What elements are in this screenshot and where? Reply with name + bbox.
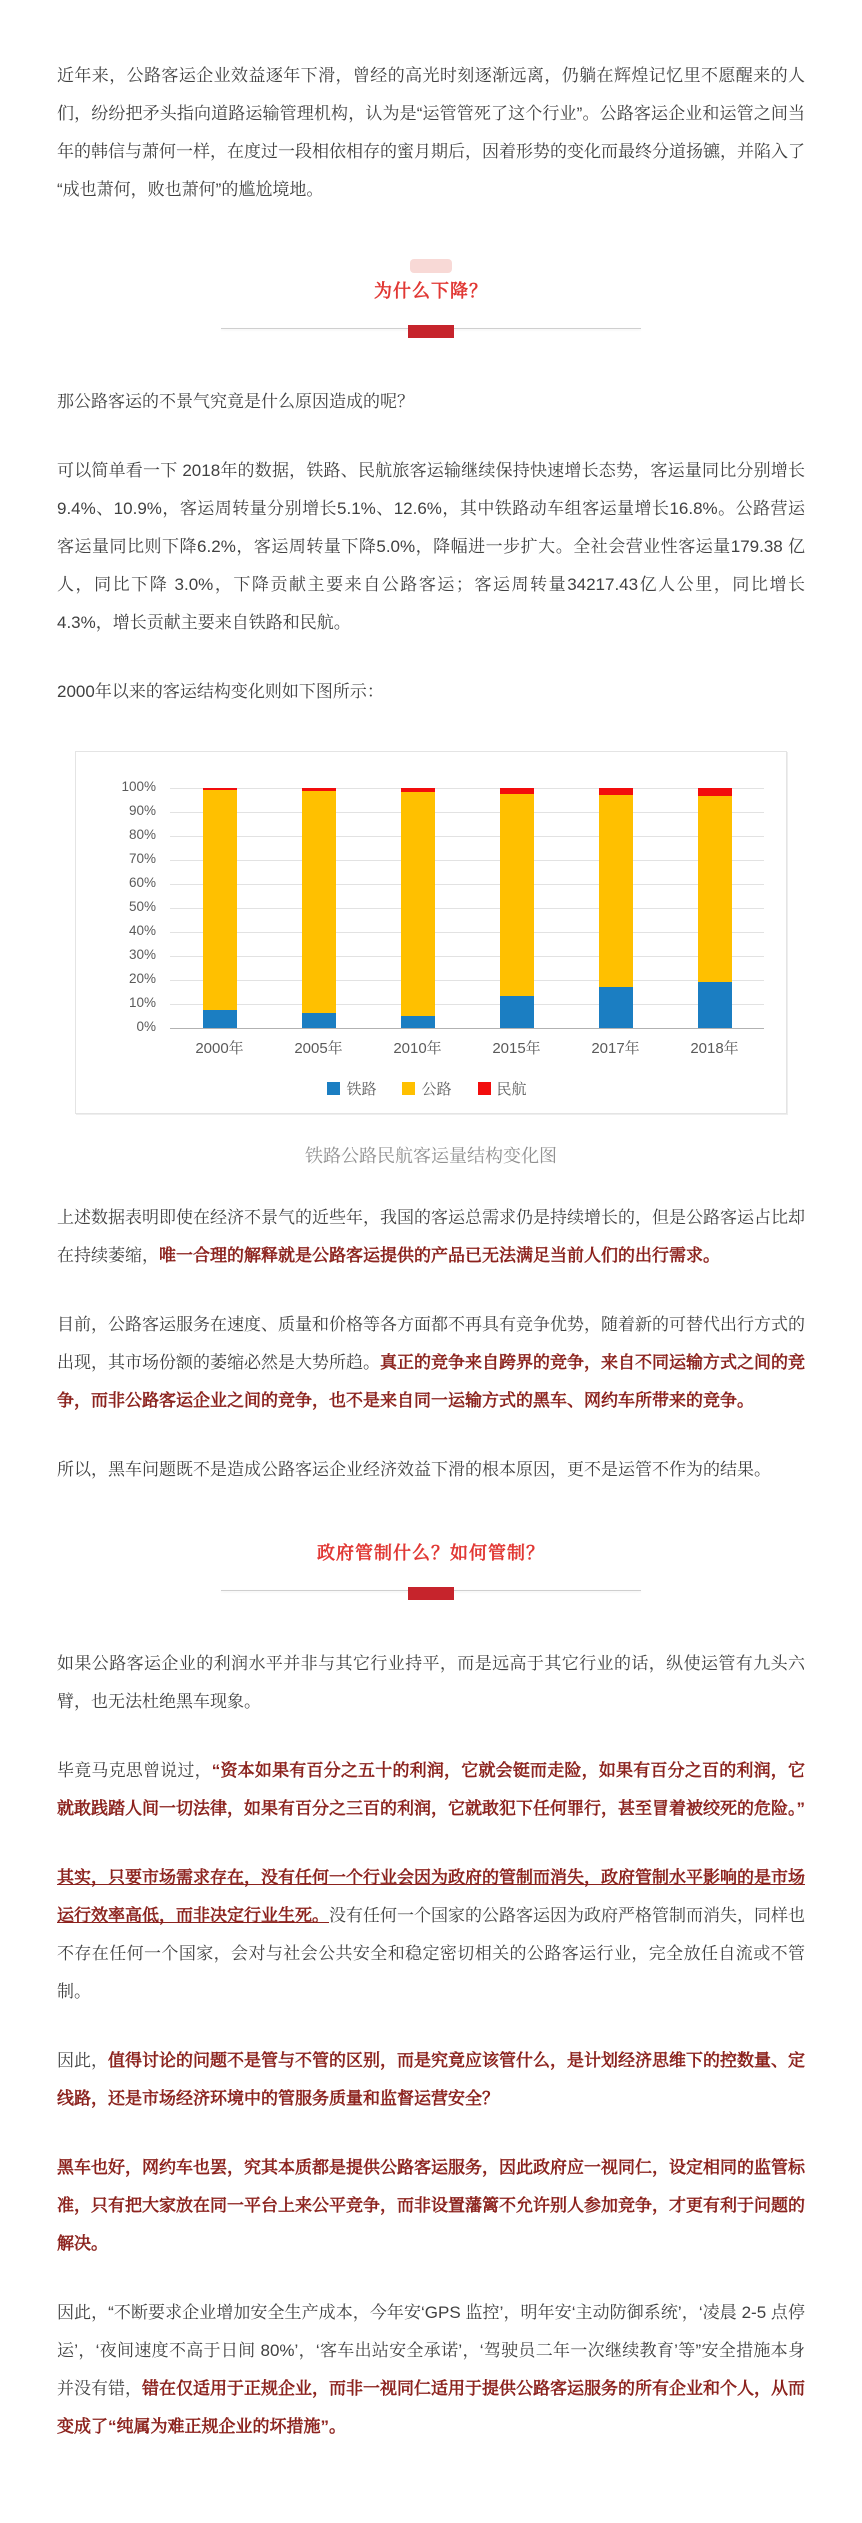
section-divider-box: [408, 1587, 454, 1600]
y-axis-label: 50%: [128, 899, 156, 914]
x-axis-label: 2015年: [492, 1040, 541, 1057]
y-axis-label: 60%: [128, 875, 156, 890]
legend-swatch-highway: [402, 1082, 415, 1095]
x-axis-label: 2018年: [690, 1040, 739, 1057]
bar-group: [566, 788, 665, 1028]
article-body: [0, 57, 862, 2446]
section-divider: [221, 325, 641, 339]
bar-group: [368, 788, 467, 1028]
text-run: 唯一合理的解释就是公路客运提供的产品已无法满足当前人们的出行需求。: [159, 1246, 720, 1265]
bar-segment-railway: [599, 987, 633, 1028]
chart-caption: 铁路公路民航客运量结构变化图: [305, 1146, 557, 1166]
paragraph: [57, 1859, 805, 2011]
bar-stack: [302, 788, 336, 1028]
text-run: 其实，只要市场需求存在，没有任何一个行业会因为政府的管制而消失，政府管制水平影响的是市场运行效率高低，而非决定行业生死。: [57, 1868, 805, 1925]
y-axis-label: 70%: [128, 851, 156, 866]
section-heading: [57, 259, 805, 339]
paragraph: [57, 383, 805, 421]
bar-segment-railway: [698, 982, 732, 1028]
bar-segment-civil-aviation: [698, 788, 732, 796]
bar-segment-highway: [599, 795, 633, 987]
bar-segment-railway: [302, 1013, 336, 1028]
y-axis-label: 100%: [121, 779, 156, 794]
chart-legend: [90, 1078, 764, 1099]
y-axis-label: 20%: [128, 971, 156, 986]
text-run: 没有任何一个国家的公路客运因为政府严格管制而消失，同样也不存在任何一个国家，会对与社会公共安全和稳定密切相关的公路客运行业，完全放任自流或不管制。: [57, 1906, 805, 2001]
text-run: 那公路客运的不景气究竟是什么原因造成的呢？: [57, 392, 414, 411]
text-run: 如果公路客运企业的利润水平并非与其它行业持平，而是远高于其它行业的话，纵使运管有九头六臂，也无法杜绝黑车现象。: [57, 1654, 805, 1711]
section-deco-mark: [410, 259, 452, 273]
x-axis: [90, 1037, 764, 1058]
bar-stack: [500, 788, 534, 1028]
bar-segment-railway: [500, 996, 534, 1028]
bar-group: [665, 788, 764, 1028]
y-axis-label: 80%: [128, 827, 156, 842]
legend-item-highway: [402, 1078, 451, 1099]
section-heading: [57, 1539, 805, 1601]
x-axis-label: 2010年: [393, 1040, 442, 1057]
bar-segment-highway: [203, 790, 237, 1010]
paragraph: [57, 1752, 805, 1828]
paragraph: [57, 1199, 805, 1275]
y-axis-label: 40%: [128, 923, 156, 938]
x-axis-label: 2005年: [294, 1040, 343, 1057]
legend-swatch-civil-aviation: [478, 1082, 491, 1095]
text-run: 2000年以来的客运结构变化则如下图所示：: [57, 682, 384, 701]
bar-group: [170, 788, 269, 1028]
text-run: 黑车也好，网约车也罢，究其本质都是提供公路客运服务，因此政府应一视同仁，设定相同的监管标准，只有把大家放在同一平台上来公平竞争，而非设置藩篱不允许别人参加竞争，才更有利于问题的解决。: [57, 2158, 805, 2253]
paragraph: [57, 2042, 805, 2118]
gridline: [170, 1028, 764, 1029]
text-run: 毕竟马克思曾说过，: [57, 1761, 212, 1780]
x-axis-label: 2000年: [195, 1040, 244, 1057]
bar-stack: [599, 788, 633, 1028]
text-run: 因此，: [57, 2051, 108, 2070]
y-axis-label: 0%: [136, 1019, 156, 1034]
text-run: 值得讨论的问题不是管与不管的区别，而是究竟应该管什么，是计划经济思维下的控数量、定线路，还是市场经济环境中的管服务质量和监督运营安全？: [57, 2051, 805, 2108]
chart-plot: [170, 788, 764, 1028]
bar-segment-highway: [500, 794, 534, 996]
text-run: 所以，黑车问题既不是造成公路客运企业经济效益下滑的根本原因，更不是运管不作为的结果。: [57, 1460, 771, 1479]
bar-segment-railway: [401, 1016, 435, 1028]
bar-stack: [401, 788, 435, 1028]
paragraph: [57, 2294, 805, 2446]
bar-segment-highway: [401, 792, 435, 1016]
section-title: 为什么下降？: [374, 281, 488, 301]
paragraph: [57, 452, 805, 642]
text-run: 错在仅适用于正规企业，而非一视同仁适用于提供公路客运服务的所有企业和个人，从而变成了“纯属为难正规企业的坏措施”。: [57, 2379, 805, 2436]
bar-segment-civil-aviation: [599, 788, 633, 795]
bar-segment-highway: [698, 796, 732, 982]
text-run: 可以简单看一下 2018年的数据，铁路、民航旅客运输继续保持快速增长态势，客运量同比分别增长9.4%、10.9%，客运周转量分别增长5.1%、12.6%，其中铁路动车组客运量增长16.8%。公路营运客运量同比则下降6.2%，客运周转量下降5.0%，降幅进一步扩大。全社会营业性客运量179.38 亿人，同比下降 3.0%，下降贡献主要来自公路客运；客运周转量34217.43亿人公里，同比增长4.3%，增长贡献主要来自铁路和民航。: [57, 461, 805, 632]
text-run: “资本如果有百分之五十的利润，它就会铤而走险，如果有百分之百的利润，它就敢践踏人间一切法律，如果有百分之三百的利润，它就敢犯下任何罪行，甚至冒着被绞死的危险。”: [57, 1761, 806, 1818]
text-run: 上述数据表明即使在经济不景气的近些年，我国的客运总需求仍是持续增长的，但是公路客运占比却在持续萎缩，: [57, 1208, 805, 1265]
bar-group: [269, 788, 368, 1028]
passenger-structure-chart: [75, 751, 787, 1114]
legend-item-railway: [327, 1078, 376, 1099]
bar-group: [467, 788, 566, 1028]
y-axis-label: 10%: [128, 995, 156, 1010]
bar-stack: [698, 788, 732, 1028]
paragraph: [57, 57, 805, 209]
section-divider-box: [408, 325, 454, 338]
bar-segment-highway: [302, 791, 336, 1013]
text-run: 真正的竞争来自跨界的竞争，来自不同运输方式之间的竞争，而非公路客运企业之间的竞争，也不是来自同一运输方式的黑车、网约车所带来的竞争。: [57, 1353, 805, 1410]
paragraph: [57, 1451, 805, 1489]
legend-swatch-railway: [327, 1082, 340, 1095]
y-axis-label: 90%: [128, 803, 156, 818]
text-run: 近年来，公路客运企业效益逐年下滑，曾经的高光时刻逐渐远离，仍躺在辉煌记忆里不愿醒来的人们，纷纷把矛头指向道路运输管理机构，认为是“运管管死了这个行业”。公路客运企业和运管之间当年的韩信与萧何一样，在度过一段相依相存的蜜月期后，因着形势的变化而最终分道扬镳，并陷入了“成也萧何，败也萧何”的尴尬境地。: [57, 66, 805, 199]
legend-item-civil-aviation: [478, 1078, 527, 1099]
chart-plot-area: [90, 779, 764, 1034]
paragraph: [57, 1645, 805, 1721]
bar-segment-railway: [203, 1010, 237, 1028]
legend-label: 铁路: [346, 1081, 377, 1098]
section-title: 政府管制什么？如何管制？: [317, 1543, 545, 1563]
text-run: 因此，“不断要求企业增加安全生产成本，今年安‘GPS 监控’，明年安‘主动防御系统’，‘凌晨 2-5 点停运’，‘夜间速度不高于日间 80%’，‘客车出站安全承诺’，‘驾驶员二年一次继续教育’等”安全措施本身并没有错，: [57, 2303, 805, 2398]
bar-series: [170, 788, 764, 1028]
text-run: 目前，公路客运服务在速度、质量和价格等各方面都不再具有竞争优势，随着新的可替代出行方式的出现，其市场份额的萎缩必然是大势所趋。: [57, 1315, 805, 1372]
x-axis-label: 2017年: [591, 1040, 640, 1057]
paragraph: [57, 2149, 805, 2263]
paragraph: [57, 1306, 805, 1420]
bar-stack: [203, 788, 237, 1028]
paragraph: [57, 673, 805, 711]
y-axis-label: 30%: [128, 947, 156, 962]
legend-label: 公路: [421, 1081, 452, 1098]
section-divider: [221, 1587, 641, 1601]
legend-label: 民航: [496, 1081, 527, 1098]
